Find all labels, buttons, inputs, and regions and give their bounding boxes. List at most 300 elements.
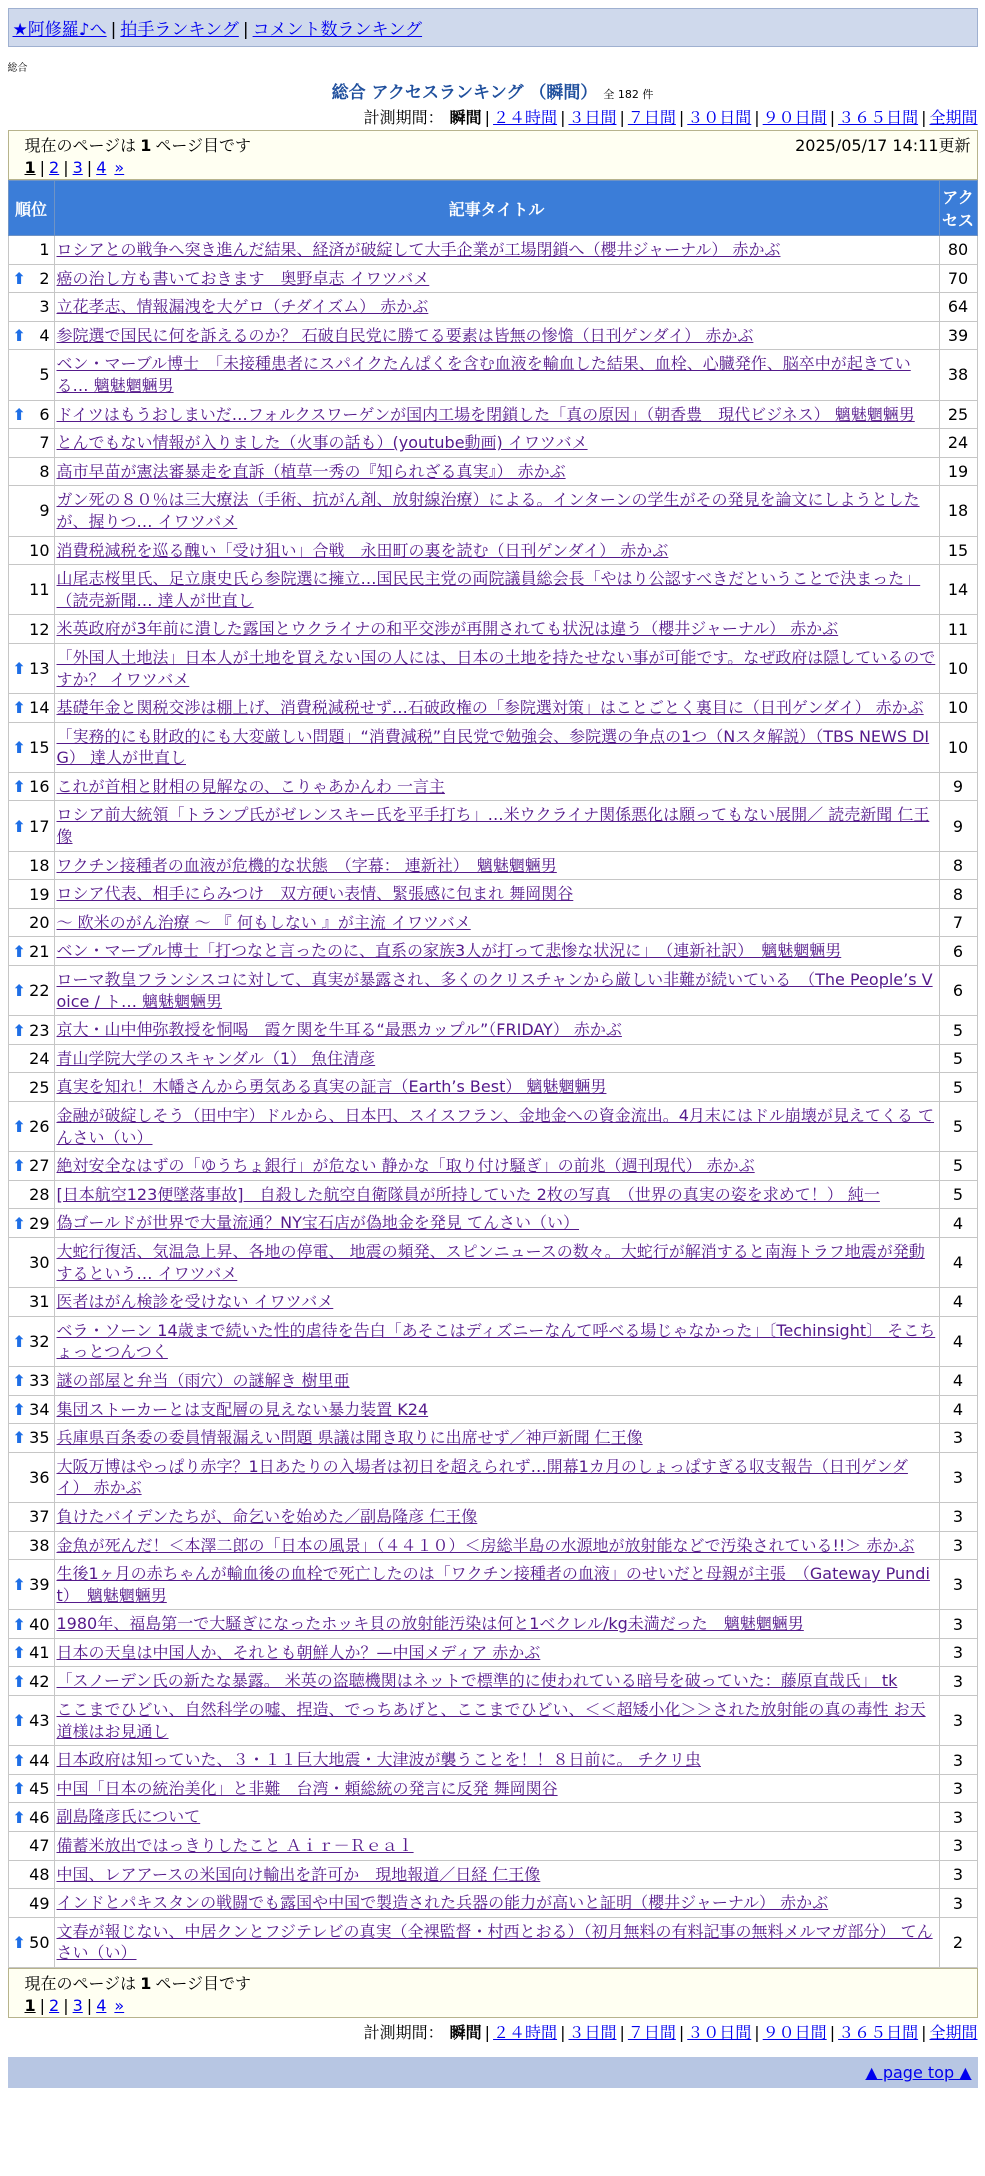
title-cell (54, 966, 939, 1016)
rank-number: 17 (29, 816, 50, 836)
access-count: 3 (939, 1502, 977, 1531)
access-count: 4 (939, 1395, 977, 1424)
article-link[interactable]: 「スノーデン氏の新たな暴露。 米英の盗聴機関はネットで標準的に使われている暗号を破っていた：藤原直哉氏」 tk (56, 1671, 898, 1691)
period-separator: | (560, 2023, 566, 2042)
table-row (8, 1016, 977, 1045)
pagination-link[interactable]: 2 (49, 1996, 60, 2015)
rank-cell (8, 1452, 54, 1502)
rank-up-arrow-icon: ⬆ (12, 404, 26, 424)
access-count: 3 (939, 1638, 977, 1667)
rank-number: 45 (29, 1779, 50, 1799)
rank-up-arrow-icon: ⬆ (12, 1331, 26, 1351)
table-row (8, 1152, 977, 1181)
title-cell (54, 1860, 939, 1889)
category-label: 総合 (7, 63, 28, 74)
rank-cell (8, 1366, 54, 1395)
rank-number: 14 (29, 698, 50, 718)
article-link[interactable]: 「実務的にも財政的にも大変厳しい問題」“消費減税”自民党で勉強会、参院選の争点の1つ（Nスタ解説）（TBS NEWS DIG） 達人が世直し (56, 726, 930, 768)
access-count: 3 (939, 1696, 977, 1746)
rank-cell (8, 1209, 54, 1238)
page-info-row (25, 1971, 971, 1994)
article-link[interactable]: 金魚が死んだ！＜本澤二郎の「日本の風景」（４４１０）＜房総半島の水源地が放射能などで汚染されている!!＞ 赤かぶ (56, 1535, 915, 1555)
period-link[interactable]: ３６５日間 (838, 2023, 919, 2042)
page-top-bar (8, 2057, 978, 2088)
table-row (8, 1774, 977, 1803)
rank-cell (8, 1016, 54, 1045)
rank-cell (8, 1917, 54, 1967)
title-cell (54, 486, 939, 536)
rank-number: 37 (29, 1507, 50, 1527)
article-link[interactable]: 高市早苗が憲法審暴走を直訴（植草一秀の『知られざる真実』） 赤かぶ (56, 461, 566, 481)
pagination-link[interactable]: 2 (49, 158, 60, 177)
period-link[interactable]: 全期間 (929, 108, 978, 127)
table-row (8, 1610, 977, 1639)
table-row (8, 293, 977, 322)
period-separator: | (754, 2023, 760, 2042)
table-row (8, 1502, 977, 1531)
access-count: 10 (939, 722, 977, 772)
access-count: 70 (939, 264, 977, 293)
title-cell (54, 1696, 939, 1746)
title-cell (54, 1044, 939, 1073)
article-link[interactable]: 副島隆彦氏について (56, 1807, 201, 1827)
title-cell (54, 1209, 939, 1238)
access-count: 3 (939, 1832, 977, 1861)
article-link[interactable]: ～ 欧米のがん治療 ～ 『 何もしない 』が主流 イワツバメ (56, 912, 471, 932)
rank-up-arrow-icon: ⬆ (12, 1428, 26, 1448)
rank-cell (8, 1638, 54, 1667)
comment-ranking-link[interactable]: コメント数ランキング (252, 20, 423, 40)
period-separator: | (678, 2023, 685, 2042)
rank-number: 41 (29, 1643, 50, 1663)
table-row (8, 1746, 977, 1775)
nav-separator: | (110, 20, 117, 40)
period-link[interactable]: ７日間 (627, 108, 676, 127)
period-separator: | (560, 108, 566, 127)
rank-number: 23 (29, 1020, 50, 1040)
rank-cell (8, 1288, 54, 1317)
table-row (8, 429, 977, 458)
period-link[interactable]: ３日間 (568, 2023, 617, 2042)
access-count: 39 (939, 321, 977, 350)
article-link[interactable]: 米英政府が3年前に潰した露国とウクライナの和平交渉が再開されても状況は違う（櫻井ジャーナル） 赤かぶ (56, 619, 839, 639)
article-link[interactable]: インドとパキスタンの戦闘でも露国や中国で製造された兵器の能力が高いと証明（櫻井ジャーナル） 赤かぶ (56, 1893, 829, 1913)
rank-cell (8, 457, 54, 486)
access-count: 3 (939, 1610, 977, 1639)
rank-cell (8, 615, 54, 644)
current-page-text (25, 133, 252, 156)
rank-cell (8, 1102, 54, 1152)
access-count: 5 (939, 1044, 977, 1073)
rank-number: 31 (29, 1292, 50, 1312)
period-separator: | (619, 108, 625, 127)
table-row (8, 264, 977, 293)
rank-number: 28 (29, 1185, 50, 1205)
article-link[interactable]: とんでもない情報が入りました（火事の話も）(youtube動画) イワツバメ (56, 433, 588, 453)
table-row (8, 937, 977, 966)
access-count: 3 (939, 1774, 977, 1803)
article-link[interactable]: 謎の部屋と弁当（雨穴）の謎解き 樹里亜 (56, 1370, 350, 1390)
rank-cell (8, 429, 54, 458)
rank-cell (8, 1889, 54, 1918)
title-cell (54, 1746, 939, 1775)
title-cell (54, 937, 939, 966)
access-count: 6 (939, 937, 977, 966)
table-row (8, 966, 977, 1016)
period-separator: | (619, 2023, 625, 2042)
rank-number: 22 (29, 981, 50, 1001)
rank-up-arrow-icon: ⬆ (12, 1807, 26, 1827)
table-row (8, 1696, 977, 1746)
access-count: 7 (939, 908, 977, 937)
article-link[interactable]: 医者はがん検診を受けない イワツバメ (56, 1292, 334, 1312)
period-separator: | (678, 108, 685, 127)
pagination-link[interactable]: 3 (72, 158, 83, 177)
table-row (8, 1424, 977, 1453)
page-top-link[interactable]: ▲ page top ▲ (865, 2063, 972, 2082)
col-header-rank: 順位 (8, 181, 54, 236)
table-row (8, 1917, 977, 1967)
title-cell (54, 1638, 939, 1667)
period-separator: | (829, 108, 836, 127)
article-link[interactable]: 集団ストーカーとは支配層の見えない暴力装置 K24 (56, 1399, 429, 1419)
table-row (8, 1395, 977, 1424)
article-link[interactable]: [日本航空123便墜落事故] 自殺した航空自衛隊員が所持していた 2枚の写真 （世界の真実の姿を求めて！） 純一 (56, 1184, 880, 1204)
rank-cell (8, 1860, 54, 1889)
title-cell (54, 851, 939, 880)
current-page-post: ページ目です (155, 136, 252, 155)
access-count: 64 (939, 293, 977, 322)
rank-number: 42 (29, 1671, 50, 1691)
pagination-separator: | (63, 1996, 69, 2015)
table-row (8, 851, 977, 880)
rank-cell (8, 908, 54, 937)
table-row (8, 694, 977, 723)
period-link[interactable]: ２４時間 (493, 2023, 558, 2042)
title-cell (54, 1102, 939, 1152)
title-cell (54, 1424, 939, 1453)
home-link[interactable]: ★阿修羅♪へ (12, 20, 107, 40)
access-count: 4 (939, 1316, 977, 1366)
access-count: 9 (939, 801, 977, 851)
rank-cell (8, 264, 54, 293)
current-page-post: ページ目です (155, 1974, 252, 1993)
rank-up-arrow-icon: ⬆ (12, 1779, 26, 1799)
rank-number: 44 (29, 1750, 50, 1770)
period-current: 瞬間 (449, 2023, 482, 2042)
period-link[interactable]: ９０日間 (762, 108, 827, 127)
pagination-separator: | (63, 158, 69, 177)
title-cell (54, 694, 939, 723)
period-separator: | (921, 108, 927, 127)
rank-number: 21 (29, 941, 50, 961)
rank-number: 8 (39, 462, 50, 482)
rank-up-arrow-icon: ⬆ (12, 1671, 26, 1691)
table-row (8, 1209, 977, 1238)
article-link[interactable]: 立花孝志、情報漏洩を大ゲロ（チダイズム） 赤かぶ (56, 297, 429, 317)
table-row (8, 400, 977, 429)
rank-number: 12 (29, 619, 50, 639)
rank-number: 29 (29, 1213, 50, 1233)
title-cell (54, 1531, 939, 1560)
rank-up-arrow-icon: ⬆ (12, 698, 26, 718)
rank-cell (8, 694, 54, 723)
current-page-pre: 現在のページは (24, 1974, 137, 1993)
rank-up-arrow-icon: ⬆ (12, 1643, 26, 1663)
title-cell (54, 350, 939, 400)
access-count: 5 (939, 1073, 977, 1102)
rank-cell (8, 1774, 54, 1803)
rank-number: 32 (29, 1331, 50, 1351)
title-cell (54, 1180, 939, 1209)
article-link[interactable]: これが首相と財相の見解なの、こりゃあかんわ 一言主 (56, 776, 445, 796)
table-row (8, 615, 977, 644)
article-link[interactable]: 中国、レアアースの米国向け輸出を許可か 現地報道／日経 仁王像 (56, 1864, 541, 1884)
rank-up-arrow-icon: ⬆ (12, 777, 26, 797)
rank-cell (8, 1502, 54, 1531)
article-link[interactable]: ローマ教皇フランシスコに対して、真実が暴露され、多くのクリスチャンから厳しい非難が続いている （The People’s Voice / ト… 魑魅魍魎男 (56, 970, 933, 1011)
rank-number: 38 (29, 1535, 50, 1555)
rank-cell (8, 321, 54, 350)
period-separator: | (484, 2023, 491, 2042)
pagination-separator: | (86, 158, 93, 177)
period-link[interactable]: ７日間 (627, 2023, 676, 2042)
pagination-next[interactable]: » (114, 1996, 125, 2015)
article-link[interactable]: 基礎年金と関税交渉は棚上げ、消費税減税せず…石破政権の「参院選対策」はことごとく裏目に（日刊ゲンダイ） 赤かぶ (56, 698, 924, 718)
access-count: 9 (939, 772, 977, 801)
article-link[interactable]: ここまでひどい、自然科学の嘘、捏造、でっちあげと、ここまでひどい、＜＜超矮小化＞＞された放射能の真の毒性 お天道様はお見通し (56, 1700, 926, 1741)
col-header-title: 記事タイトル (54, 181, 939, 236)
table-row (8, 1316, 977, 1366)
title-cell (54, 1395, 939, 1424)
rank-cell (8, 722, 54, 772)
rank-up-arrow-icon: ⬆ (12, 1156, 26, 1176)
article-link[interactable]: ロシア代表、相手にらみつけ 双方硬い表情、緊張感に包まれ 舞岡関谷 (56, 884, 574, 904)
article-link[interactable]: 文春が報じない、中居クンとフジテレビの真実（全裸監督・村西とおる）（初月無料の有料記事の無料メルマガ部分） てんさい（い） (56, 1921, 933, 1963)
clap-ranking-link[interactable]: 拍手ランキング (120, 20, 239, 40)
rank-cell (8, 350, 54, 400)
title-cell (54, 880, 939, 909)
article-link[interactable]: 大阪万博はやっぱり赤字？1日あたりの入場者は初日を超えられず…開幕1カ月のしょっぱすぎる収支報告（日刊ゲンダイ） 赤かぶ (56, 1456, 908, 1498)
rank-number: 15 (29, 737, 50, 757)
article-link[interactable]: 備蓄米放出ではっきりしたこと Ａｉｒ－Ｒｅａｌ (56, 1836, 414, 1856)
title-cell (54, 1803, 939, 1832)
access-count: 3 (939, 1531, 977, 1560)
pagination-link[interactable]: 4 (96, 158, 107, 177)
rank-up-arrow-icon: ⬆ (12, 1932, 26, 1952)
access-count: 2 (939, 1917, 977, 1967)
access-count: 8 (939, 851, 977, 880)
table-row (8, 908, 977, 937)
article-link[interactable]: ワクチン接種者の血液が危機的な状態 （字幕： 連新社） 魑魅魍魎男 (56, 855, 557, 875)
table-row (8, 1452, 977, 1502)
rank-up-arrow-icon: ⬆ (12, 1399, 26, 1419)
period-link[interactable]: ３６５日間 (838, 108, 919, 127)
rank-number: 5 (39, 365, 50, 385)
pagination-separator: | (86, 1996, 93, 2015)
ranking-table (8, 180, 978, 1968)
article-link[interactable]: 生後1ヶ月の赤ちゃんが輸血後の血栓で死亡したのは「ワクチン接種者の血液」のせいだと母親が主張 （Gateway Pundit） 魑魅魍魎男 (56, 1564, 930, 1605)
article-link[interactable]: ロシア前大統領「トランプ氏がゼレンスキー氏を平手打ち」…米ウクライナ関係悪化は願ってもない展開／ 読売新聞 仁王像 (56, 805, 930, 847)
period-separator: | (921, 2023, 927, 2042)
rank-cell (8, 1073, 54, 1102)
article-link[interactable]: ベラ・ソーン 14歳まで続いた性的虐待を告白「あそこはディズニーなんて呼べる場じゃなかった」〔Techinsight〕 そこちょっとつんつく (56, 1320, 936, 1362)
access-count: 4 (939, 1288, 977, 1317)
rank-cell (8, 1044, 54, 1073)
title-cell (54, 1502, 939, 1531)
article-link[interactable]: 日本の天皇は中国人か、それとも朝鮮人か？—中国メディア 赤かぶ (56, 1642, 541, 1662)
article-link[interactable]: 消費税減税を巡る醜い「受け狙い」合戦 永田町の裏を読む（日刊ゲンダイ） 赤かぶ (56, 540, 669, 560)
period-link[interactable]: ３０日間 (687, 2023, 752, 2042)
title-cell (54, 1237, 939, 1287)
title-cell (54, 908, 939, 937)
rank-cell (8, 1832, 54, 1861)
pagination-next[interactable]: » (114, 158, 125, 177)
page-info-row (25, 133, 971, 156)
rank-cell (8, 1237, 54, 1287)
article-link[interactable]: 大蛇行復活、気温急上昇、各地の停電、 地震の頻発、スピンニュースの数々。大蛇行が解消すると南海トラフ地震が発動するという… イワツバメ (56, 1241, 925, 1283)
period-link[interactable]: ２４時間 (493, 108, 558, 127)
rank-up-arrow-icon: ⬆ (12, 268, 26, 288)
table-row (8, 643, 977, 693)
access-count: 4 (939, 1366, 977, 1395)
page-info-box-bottom (8, 1968, 978, 2018)
table-row (8, 1044, 977, 1073)
article-link[interactable]: ロシアとの戦争へ突き進んだ結果、経済が破綻して大手企業が工場閉鎖へ（櫻井ジャーナル） 赤かぶ (56, 240, 781, 259)
article-link[interactable]: 参院選で国民に何を訴えるのか？ 石破自民党に勝てる要素は皆無の惨憺（日刊ゲンダイ） 赤かぶ (56, 325, 754, 345)
rank-cell (8, 1424, 54, 1453)
title-cell (54, 1832, 939, 1861)
title-cell (54, 643, 939, 693)
article-link[interactable]: 金融が破綻しそう（田中宇）ドルから、日本円、スイスフラン、金地金への資金流出。4月末にはドル崩壊が見えてくる てんさい（い） (56, 1106, 935, 1147)
pagination-current: 1 (24, 1996, 36, 2015)
table-row (8, 1560, 977, 1610)
period-link[interactable]: ３０日間 (687, 108, 752, 127)
article-link[interactable]: 「外国人土地法」日本人が土地を買えない国の人には、日本の土地を持たせない事が可能です。なぜ政府は隠しているのですか？ イワツバメ (56, 647, 936, 689)
article-link[interactable]: ベン・マーブル博士「打つなと言ったのに、直系の家族3人が打って悲惨な状況に」 （連新社訳） 魑魅魍魎男 (56, 941, 842, 961)
pagination-link[interactable]: 3 (72, 1996, 83, 2015)
rank-up-arrow-icon: ⬆ (12, 1213, 26, 1233)
rank-number: 34 (29, 1399, 50, 1419)
period-link[interactable]: ３日間 (568, 108, 617, 127)
table-row (8, 565, 977, 615)
rank-number: 18 (29, 855, 50, 875)
rank-number: 20 (29, 913, 50, 933)
article-link[interactable]: 癌の治し方も書いておきます 奥野卓志 イワツバメ (56, 268, 430, 288)
article-link[interactable]: 偽ゴールドが世界で大量流通？NY宝石店が偽地金を発見 てんさい（い） (56, 1213, 580, 1233)
access-count: 5 (939, 1152, 977, 1181)
article-link[interactable]: 山尾志桜里氏、足立康史氏ら参院選に擁立…国民民主党の両院議員総会長「やはり公認すべきだということで決まった」（読売新聞… 達人が世直し (56, 569, 921, 610)
period-link[interactable]: ９０日間 (762, 2023, 827, 2042)
page-title: 総合 アクセスランキング （瞬間） (331, 83, 598, 103)
table-row (8, 1860, 977, 1889)
rank-number: 30 (29, 1253, 50, 1273)
title-cell (54, 536, 939, 565)
period-separator: | (829, 2023, 836, 2042)
rank-cell (8, 1316, 54, 1366)
rank-cell (8, 1667, 54, 1696)
article-link[interactable]: 日本政府は知っていた、３・１１巨大地震・大津波が襲うことを！！８日前に。 チクリ虫 (56, 1750, 701, 1770)
table-row (8, 486, 977, 536)
rank-number: 24 (29, 1049, 50, 1069)
table-row (8, 1366, 977, 1395)
rank-number: 39 (29, 1575, 50, 1595)
rank-number: 7 (39, 433, 50, 453)
title-cell (54, 321, 939, 350)
rank-number: 11 (29, 580, 50, 600)
current-page-pre: 現在のページは (24, 136, 137, 155)
access-count: 4 (939, 1237, 977, 1287)
rank-cell (8, 293, 54, 322)
rank-up-arrow-icon: ⬆ (12, 659, 26, 678)
article-link[interactable]: 中国「日本の統治美化」と非難 台湾・頼総統の発言に反発 舞岡関谷 (56, 1778, 558, 1798)
rank-cell (8, 937, 54, 966)
rank-number: 4 (39, 326, 50, 346)
article-link[interactable]: ベン・マーブル博士 「未接種患者にスパイクたんぱくを含む血液を輸血した結果、血栓、心臓発作、脳卒中が起きている… 魑魅魍魎男 (56, 354, 911, 395)
access-count: 5 (939, 1016, 977, 1045)
rank-cell (8, 1152, 54, 1181)
table-header-row (8, 181, 977, 236)
table-row (8, 1237, 977, 1287)
current-page-number: 1 (140, 136, 152, 155)
title-cell (54, 1316, 939, 1366)
table-row (8, 1889, 977, 1918)
title-cell (54, 1560, 939, 1610)
rank-up-arrow-icon: ⬆ (12, 1020, 26, 1040)
pagination-link[interactable]: 4 (96, 1996, 107, 2015)
period-label: 計測期間： (363, 2023, 444, 2042)
access-count: 8 (939, 880, 977, 909)
top-nav (8, 8, 978, 47)
rank-cell (8, 1746, 54, 1775)
title-cell (54, 1366, 939, 1395)
rank-cell (8, 1696, 54, 1746)
article-link[interactable]: 真実を知れ！木幡さんから勇気ある真実の証言（Earth’s Best） 魑魅魍魎男 (56, 1077, 607, 1097)
access-count: 24 (939, 429, 977, 458)
article-link[interactable]: 負けたバイデンたちが、命乞いを始めた／副島隆彦 仁王像 (56, 1506, 478, 1526)
article-link[interactable]: 青山学院大学のスキャンダル（1） 魚住清彦 (56, 1048, 376, 1068)
rank-cell (8, 1560, 54, 1610)
rank-number: 36 (29, 1467, 50, 1487)
access-count: 10 (939, 643, 977, 693)
period-link[interactable]: 全期間 (929, 2023, 978, 2042)
total-count: 全 182 件 (603, 88, 654, 101)
table-row (8, 880, 977, 909)
article-link[interactable]: 兵庫県百条委の委員情報漏えい問題 県議は聞き取りに出席せず／神戸新聞 仁王像 (56, 1428, 643, 1448)
access-count: 15 (939, 536, 977, 565)
article-link[interactable]: ドイツはもうおしまいだ…フォルクスワーゲンが国内工場を閉鎖した「真の原因」（朝香豊 現代ビジネス） 魑魅魍魎男 (56, 404, 915, 424)
table-row (8, 457, 977, 486)
title-cell (54, 400, 939, 429)
rank-number: 6 (39, 404, 50, 424)
rank-number: 27 (29, 1156, 50, 1176)
rank-cell (8, 536, 54, 565)
article-link[interactable]: 1980年、福島第一で大騒ぎになったホッキ貝の放射能汚染は何と1ベクレル/kg未満だった 魑魅魍魎男 (56, 1614, 804, 1634)
title-cell (54, 1452, 939, 1502)
access-count: 38 (939, 350, 977, 400)
article-link[interactable]: ガン死の８０％は三大療法（手術、抗がん剤、放射線治療）による。インターンの学生がその発見を論文にしようとしたが、握りつ… イワツバメ (56, 490, 920, 531)
page-info-box (8, 130, 978, 180)
rank-cell (8, 1610, 54, 1639)
period-separator: | (754, 108, 760, 127)
title-cell (54, 615, 939, 644)
article-link[interactable]: 絶対安全なはずの「ゆうちょ銀行」が危ない 静かな「取り付け騒ぎ」の前兆（週刊現代） 赤かぶ (56, 1156, 755, 1176)
nav-separator: | (242, 20, 249, 40)
article-link[interactable]: 京大・山中伸弥教授を恫喝 霞ケ関を牛耳る“最悪カップル”（FRIDAY） 赤かぶ (56, 1020, 622, 1040)
table-row (8, 536, 977, 565)
access-count: 6 (939, 966, 977, 1016)
pagination (25, 158, 971, 177)
